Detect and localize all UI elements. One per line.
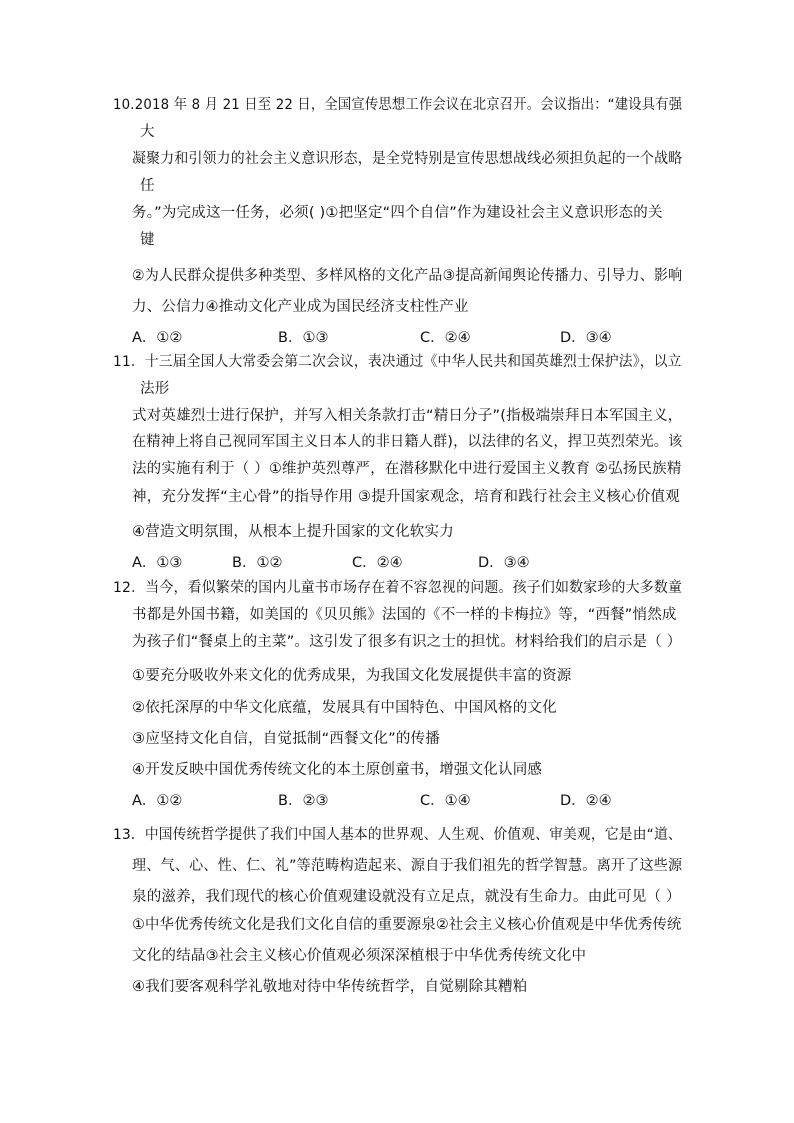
q12-line-3: 为孩子们“餐桌上的主菜”。这引发了很多有识之士的担忧。材料给我们的启示是（ ） — [132, 634, 682, 650]
q13-line-1: 13．中国传统哲学提供了我们中国人基本的世界观、人生观、价值观、审美观，它是由“道、 — [113, 827, 682, 843]
q13-line-6: ④我们要客观科学礼敬地对待中华传统哲学，自觉剔除其糟粕 — [132, 979, 528, 995]
q13-line-2: 理、气、心、性、仁、礼”等范畴构造起来、源自于我们祖先的哲学智慧。离开了这些源 — [132, 858, 683, 874]
q13-line-4: ①中华优秀传统文化是我们文化自信的重要源泉②社会主义核心价值观是中华优秀传统 — [132, 917, 682, 933]
q12-option-b: B．②③ — [278, 793, 329, 809]
q12-option-a: A．①② — [132, 793, 183, 809]
q11-option-a: A．①③ — [132, 555, 183, 571]
q12-line-2: 书都是外国书籍，如美国的《贝贝熊》法国的《不一样的卡梅拉》等，“西餐”悄然成 — [132, 607, 677, 623]
q10-line-6: 键 — [140, 232, 155, 248]
q12-line-1: 12．当今，看似繁荣的国内儿童书市场存在着不容忽视的问题。孩子们如数家珍的大多数童 — [113, 580, 683, 596]
q12-line-6: ③应坚持文化自信，自觉抵制“西餐文化”的传播 — [132, 731, 440, 747]
q12-option-d: D．②④ — [560, 793, 612, 809]
q12-line-4: ①要充分吸收外来文化的优秀成果，为我国文化发展提供丰富的资源 — [132, 668, 572, 684]
q10-line-7: ②为人民群众提供多种类型、多样风格的文化产品③提高新闻舆论传播力、引导力、影响 — [132, 268, 683, 284]
q10-option-b: B．①③ — [278, 330, 329, 346]
q11-line-4: 在精神上将自己视同军国主义日本人的非日籍人群)，以法律的名义，捍卫英烈荣光。该 — [132, 434, 683, 450]
q12-option-c: C．①④ — [420, 793, 471, 809]
q10-option-a: A．①② — [132, 330, 183, 346]
q10-line-5: 务。”为完成这一任务，必须( )①把坚定“四个自信”作为建设社会主义意识形态的关 — [132, 205, 663, 221]
q10-line-1: 10.2018 年 8 月 21 日至 22 日，全国宣传思想工作会议在北京召开。会议指出：“建设具有强 — [113, 97, 683, 113]
q10-line-8: 力、公信力④推动文化产业成为国民经济支柱性产业 — [132, 299, 469, 315]
q13-line-5: 文化的结晶③社会主义核心价值观必须深深植根于中华优秀传统文化中 — [132, 948, 587, 964]
q11-line-2: 法形 — [140, 381, 170, 397]
q11-option-d: D．③④ — [478, 555, 530, 571]
q12-line-5: ②依托深厚的中华文化底蕴，发展具有中国特色、中国风格的文化 — [132, 700, 557, 716]
q10-option-c: C．②④ — [420, 330, 471, 346]
q11-line-1: 11．十三届全国人大常委会第二次会议，表决通过《中华人民共和国英雄烈士保护法》，以立 — [113, 354, 682, 370]
q12-line-7: ④开发反映中国优秀传统文化的本土原创童书，增强文化认同感 — [132, 762, 543, 778]
q10-option-d: D．③④ — [560, 330, 612, 346]
q13-line-3: 泉的滋养，我们现代的核心价值观建设就没有立足点，就没有生命力。由此可见（ ） — [132, 889, 681, 905]
q10-line-4: 任 — [140, 178, 155, 194]
q11-line-3: 式对英雄烈士进行保护，并写入相关条款打击“精日分子”(指极端崇拜日本军国主义， — [132, 408, 683, 424]
q10-line-2: 大 — [140, 124, 155, 140]
q11-line-5: 法的实施有利于（ ）①维护英烈尊严，在潜移默化中进行爱国主义教育 ②弘扬民族精 — [132, 461, 682, 477]
q11-option-c: C．②④ — [352, 555, 403, 571]
q11-line-6: 神，充分发挥“主心骨”的指导作用 ③提升国家观念，培育和践行社会主义核心价值观 — [132, 489, 680, 505]
q11-option-b: B．①② — [232, 555, 283, 571]
q11-line-7: ④营造文明氛围，从根本上提升国家的文化软实力 — [132, 524, 454, 540]
q10-line-3: 凝聚力和引领力的社会主义意识形态，是全党特别是宣传思想战线必须担负起的一个战略 — [132, 151, 683, 167]
